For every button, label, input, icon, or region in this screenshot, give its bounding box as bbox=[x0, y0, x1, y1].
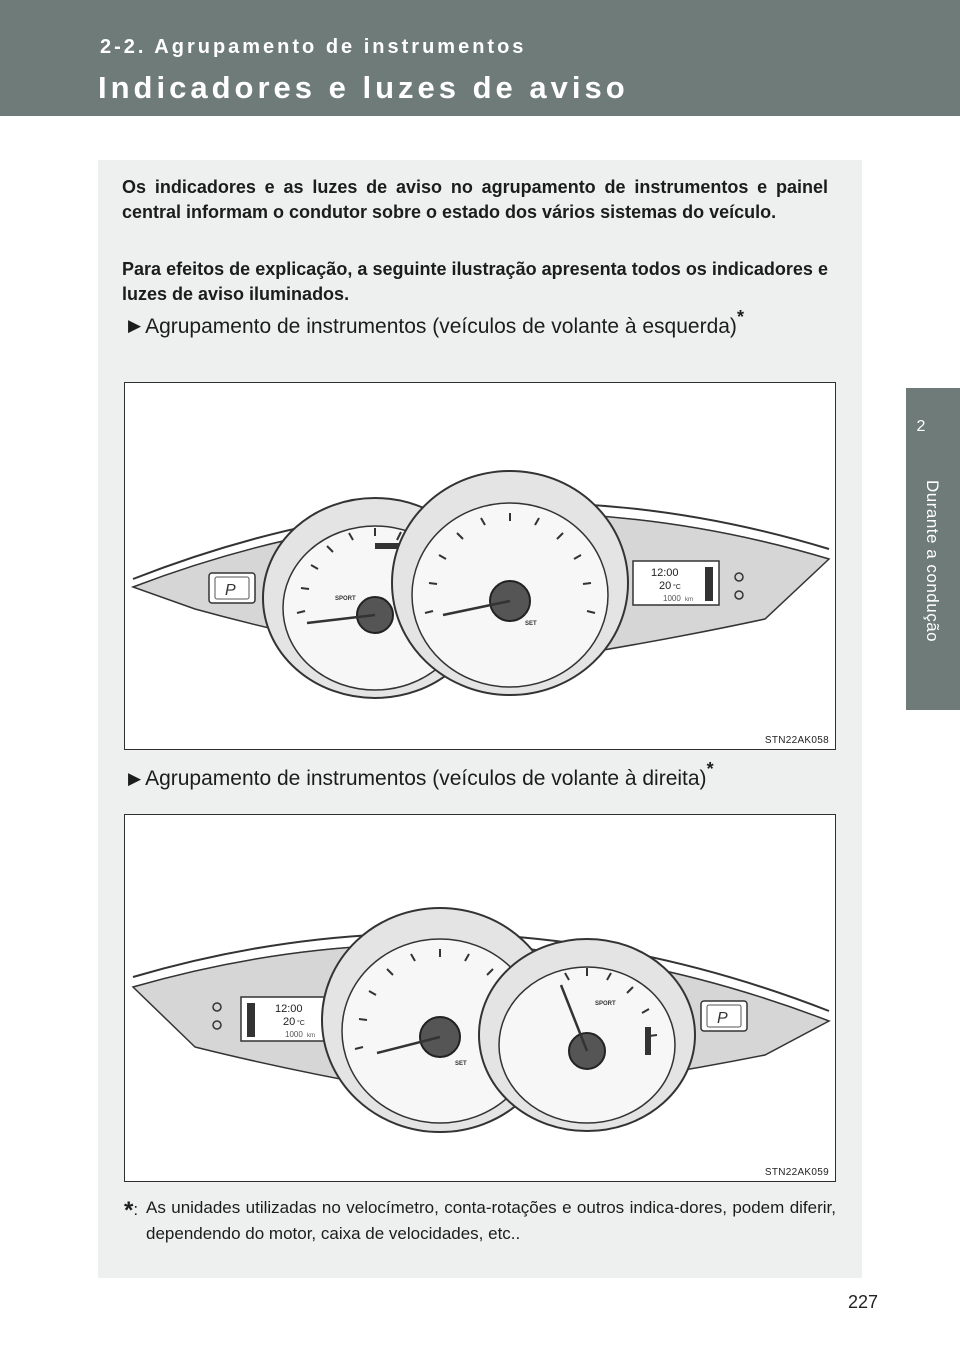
figure-2-code: STN22AK059 bbox=[764, 1167, 829, 1178]
figure-lhd-cluster bbox=[124, 382, 836, 750]
footnote-text: As unidades utilizadas no velocímetro, conta-rotações e outros indica-dores, podem diferir, dependendo do motor, caixa de velocidades, etc.. bbox=[146, 1198, 836, 1243]
display-odo: 1000 bbox=[663, 594, 681, 603]
triangle-bullet-icon: ▶ bbox=[128, 769, 142, 788]
display-temp-unit: °C bbox=[673, 584, 681, 591]
footnote bbox=[124, 1195, 836, 1247]
intro-paragraph-1: Os indicadores e as luzes de aviso no agrupamento de instrumentos e painel central informam o condutor sobre o estado dos vários sistemas do veículo. bbox=[122, 177, 828, 222]
page-number: 227 bbox=[848, 1292, 879, 1312]
display-temp: 20 bbox=[659, 580, 672, 592]
figure-1-code: STN22AK058 bbox=[764, 735, 829, 746]
display-clock: 12:00 bbox=[651, 567, 679, 579]
display-odo-unit: km bbox=[685, 597, 693, 603]
label-sport: SPORT bbox=[595, 1001, 616, 1007]
triangle-bullet-icon: ▶ bbox=[128, 316, 142, 335]
section-label: 2-2. Agrupamento de instrumentos bbox=[100, 36, 527, 58]
shift-indicator-p: P bbox=[225, 582, 236, 599]
label-set: SET bbox=[525, 621, 537, 627]
asterisk-icon: * bbox=[706, 759, 714, 779]
instrument-cluster-illustration bbox=[125, 815, 835, 1181]
chapter-number: 2 bbox=[916, 418, 926, 435]
asterisk-icon: * bbox=[736, 307, 744, 327]
figure-1-heading bbox=[128, 307, 834, 341]
display-temp: 20 bbox=[283, 1016, 296, 1028]
display-odo: 1000 bbox=[285, 1030, 303, 1039]
display-temp-unit: °C bbox=[297, 1020, 305, 1027]
figure-1-heading-text: Agrupamento de instrumentos (veículos de volante à esquerda) bbox=[145, 315, 737, 338]
label-set: SET bbox=[455, 1061, 467, 1067]
chapter-title: Durante a condução bbox=[923, 480, 942, 643]
display-odo-unit: km bbox=[307, 1033, 315, 1039]
page-title: Indicadores e luzes de aviso bbox=[98, 70, 629, 105]
display-clock: 12:00 bbox=[275, 1003, 303, 1015]
figure-rhd-cluster bbox=[124, 814, 836, 1182]
footnote-marker: *: bbox=[124, 1197, 139, 1224]
label-sport: SPORT bbox=[335, 596, 356, 602]
instrument-cluster-illustration bbox=[125, 383, 835, 749]
shift-indicator-p: P bbox=[717, 1010, 728, 1027]
figure-2-heading-text: Agrupamento de instrumentos (veículos de volante à direita) bbox=[145, 767, 707, 790]
figure-2-heading bbox=[128, 759, 834, 794]
intro-paragraph-2: Para efeitos de explicação, a seguinte ilustração apresenta todos os indicadores e luzes de aviso iluminados. bbox=[122, 259, 828, 304]
